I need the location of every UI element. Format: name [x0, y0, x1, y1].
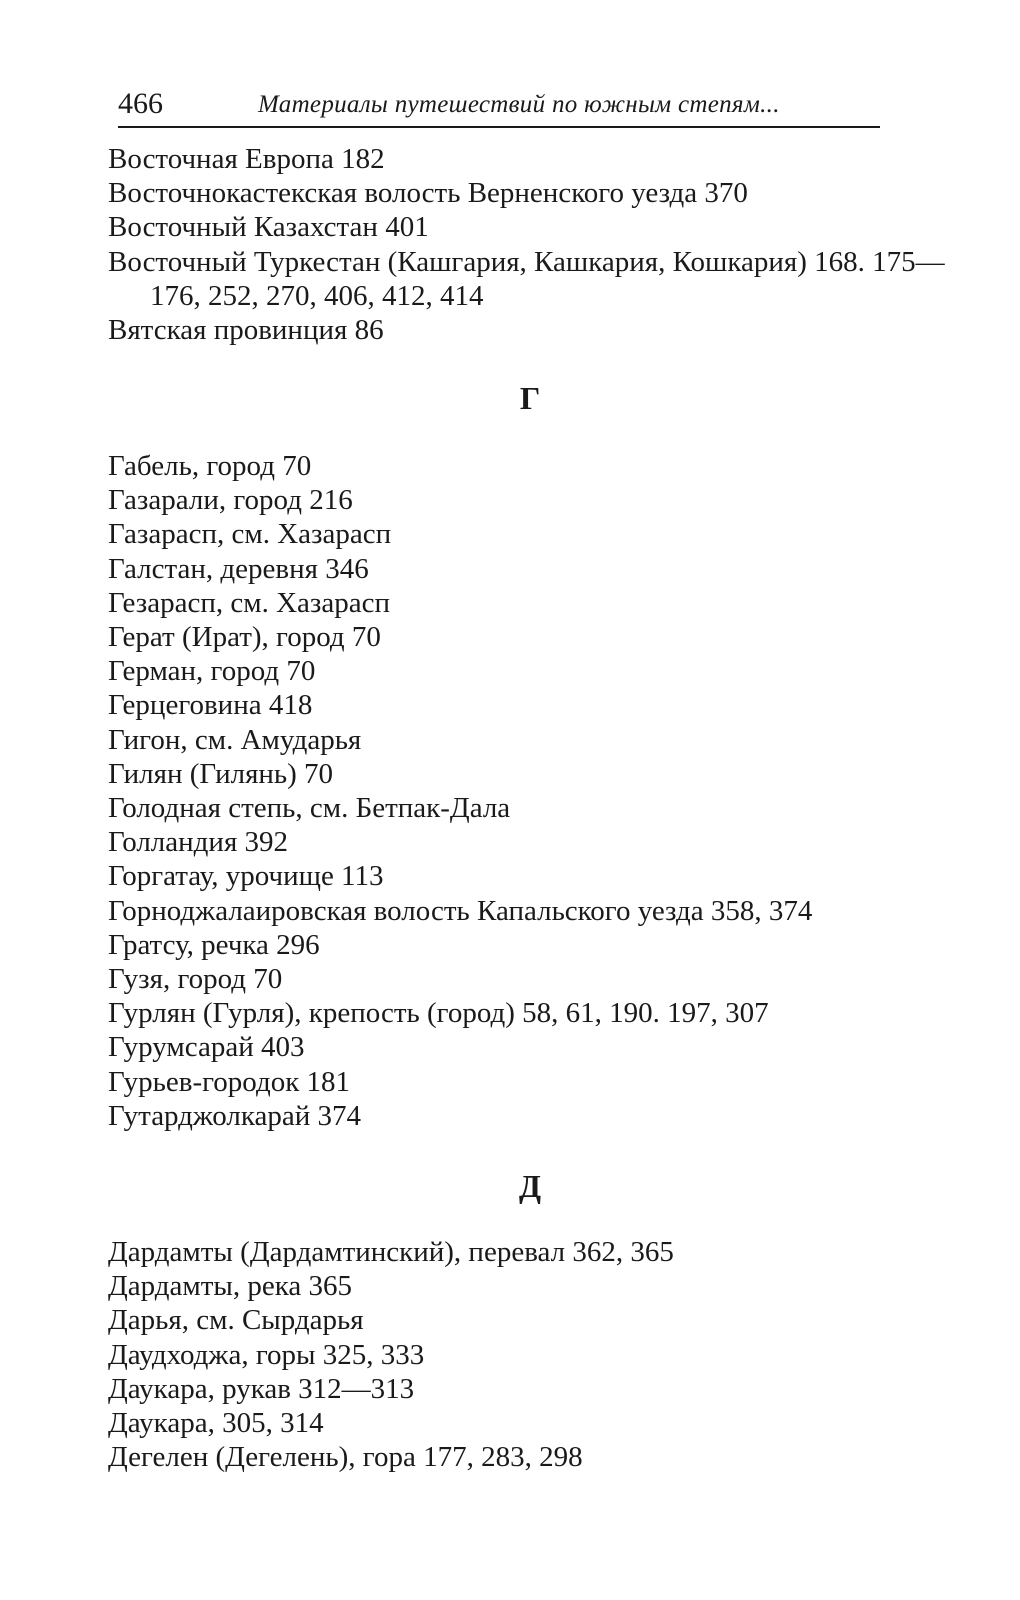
index-entry: Герцеговина 418	[108, 689, 313, 722]
index-entry: Голландия 392	[108, 826, 289, 859]
index-entry: Гратсу, речка 296	[108, 928, 320, 961]
index-entry: Герат (Ират), город 70	[108, 621, 381, 654]
index-section-v-end	[108, 142, 968, 347]
index-entry: Гурумсарай 403	[108, 1031, 305, 1064]
index-entry: Галстан, деревня 346	[108, 552, 369, 585]
index-entry: Газарасп, см. Хазарасп	[108, 518, 392, 551]
index-entry: Гигон, см. Амударья	[108, 723, 362, 756]
index-entry: Даукара, 305, 314	[108, 1407, 324, 1440]
index-entry: Гурлян (Гурля), крепость (город) 58, 61, 190. 197, 307	[108, 997, 769, 1030]
letter-heading-g: Г	[519, 380, 541, 416]
index-entry: Горгатау, урочище 113	[108, 860, 384, 893]
index-entry: Гурьев-городок 181	[108, 1065, 351, 1098]
index-entry: Габель, город 70	[108, 450, 312, 482]
index-entry: Гезарасп, см. Хазарасп	[108, 586, 390, 619]
index-entry: Гутарджолкарай 374	[108, 1099, 361, 1132]
index-entry: Газарали, город 216	[108, 484, 353, 517]
index-entry-text: Восточный Туркестан (Кашгария, Кашкария, Кошкария) 168. 175—	[108, 245, 945, 278]
index-entry: Дегелен (Дегелень), гора 177, 283, 298	[108, 1441, 583, 1474]
index-entry	[108, 245, 968, 313]
letter-heading-d: Д	[518, 1168, 541, 1204]
index-entry: Гилян (Гилянь) 70	[108, 757, 334, 790]
running-head	[118, 86, 880, 128]
index-section-g	[108, 449, 968, 1133]
index-entry: Восточнокастекская волость Верненского уезда 370	[108, 177, 748, 210]
index-entry: Вятская провинция 86	[108, 314, 384, 347]
index-entry-continuation: 176, 252, 270, 406, 412, 414	[150, 279, 484, 312]
index-entry: Голодная степь, см. Бетпак-Дала	[108, 792, 511, 825]
index-entry: Гузя, город 70	[108, 963, 283, 996]
index-entry: Даудходжа, горы 325, 333	[108, 1338, 425, 1371]
index-entry: Дардамты (Дардамтинский), перевал 362, 365	[108, 1236, 674, 1268]
index-entry: Восточный Казахстан 401	[108, 211, 429, 244]
index-entry: Восточная Европа 182	[108, 143, 385, 175]
index-entry: Дардамты, река 365	[108, 1270, 353, 1303]
index-section-d	[108, 1235, 968, 1474]
index-entry: Даукара, рукав 312—313	[108, 1372, 415, 1405]
running-title: Материалы путешествий по южным степям...	[258, 91, 780, 118]
index-entry: Герман, город 70	[108, 655, 316, 688]
index-entry: Дарья, см. Сырдарья	[108, 1304, 364, 1337]
index-entry: Горноджалаировская волость Капальского уезда 358, 374	[108, 894, 813, 927]
page-number: 466	[118, 87, 163, 120]
